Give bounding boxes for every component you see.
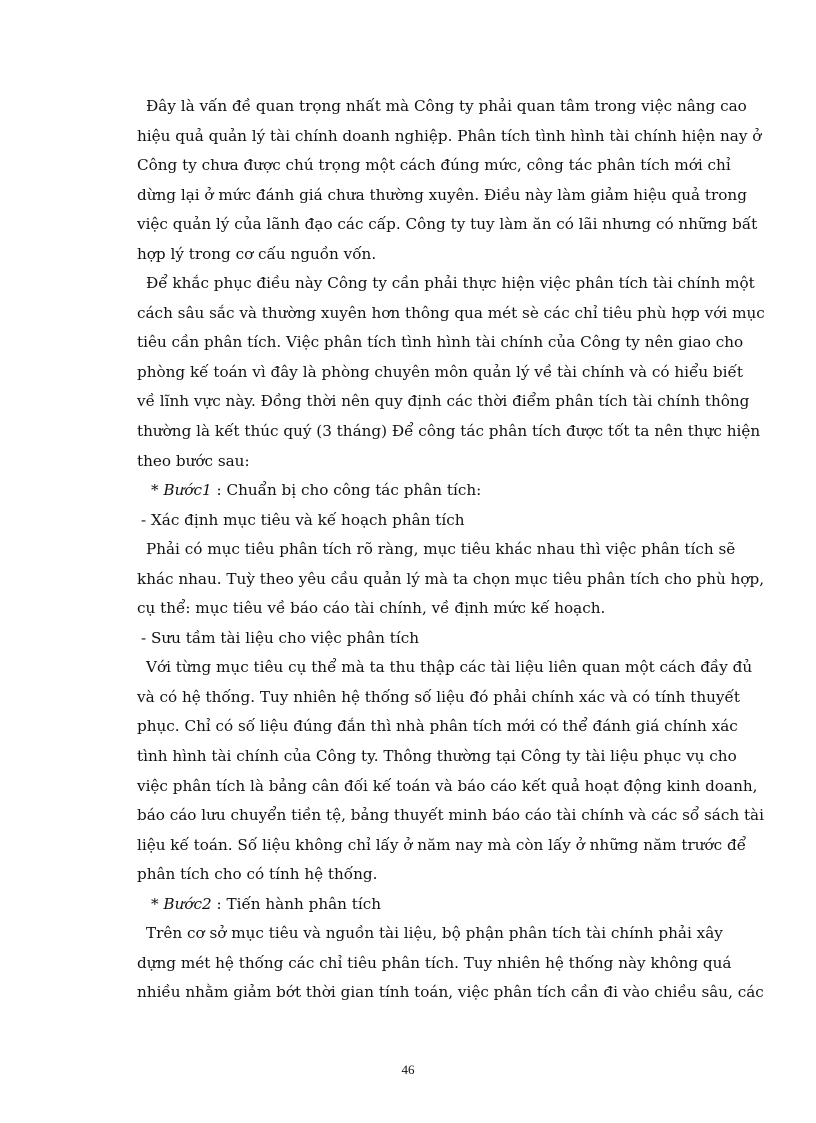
bullet-line: - Sưu tầm tài liệu cho việc phân tích <box>141 628 419 647</box>
text-line: dựng mét hệ thống các chỉ tiêu phân tích. Tuy nhiên hệ thống này không quá <box>137 953 732 972</box>
text-line: Công ty chưa được chú trọng một cách đúng mức, công tác phân tích mới chỉ <box>137 156 731 175</box>
text-line: phòng kế toán vì đây là phòng chuyên môn quản lý về tài chính và có hiểu biết <box>137 362 743 381</box>
step1-label: Bước1 <box>163 481 212 500</box>
text-line: phục. Chỉ có số liệu đúng đắn thì nhà phân tích mới có thể đánh giá chính xác <box>137 717 738 736</box>
text-line: việc quản lý của lãnh đạo các cấp. Công ty tuy làm ăn có lãi nhưng có những bất <box>137 215 758 234</box>
step2-prefix: * <box>151 894 164 913</box>
text-line: Để khắc phục điều này Công ty cần phải thực hiện việc phân tích tài chính một <box>146 274 755 293</box>
text-line: hiệu quả quản lý tài chính doanh nghiệp. Phân tích tình hình tài chính hiện nay ở <box>137 126 762 145</box>
step1-text: : Chuẩn bị cho công tác phân tích: <box>211 481 482 500</box>
text-line: hợp lý trong cơ cấu nguồn vốn. <box>137 244 377 263</box>
text-line: khác nhau. Tuỳ theo yêu cầu quản lý mà ta chọn mục tiêu phân tích cho phù hợp, <box>137 569 765 588</box>
text-line: báo cáo lưu chuyển tiền tệ, bảng thuyết minh báo cáo tài chính và các sổ sách tài <box>137 806 764 825</box>
text-line: và có hệ thống. Tuy nhiên hệ thống số liệu đó phải chính xác và có tính thuyết <box>137 687 740 706</box>
text-line: dừng lại ở mức đánh giá chưa thường xuyên. Điều này làm giảm hiệu quả trong <box>137 185 747 204</box>
text-line: tiêu cần phân tích. Việc phân tích tình hình tài chính của Công ty nên giao cho <box>137 333 744 352</box>
body-text <box>137 92 765 1008</box>
step1-heading <box>137 476 718 506</box>
text-line: Với từng mục tiêu cụ thể mà ta thu thập các tài liệu liên quan một cách đầy đủ <box>146 658 753 677</box>
step2-label: Bước2 <box>163 894 212 913</box>
text-line: Phải có mục tiêu phân tích rõ ràng, mục tiêu khác nhau thì việc phân tích sẽ <box>146 540 736 559</box>
text-line: liệu kế toán. Số liệu không chỉ lấy ở năm nay mà còn lấy ở những năm trước để <box>137 835 747 854</box>
text-line: về lĩnh vực này. Đồng thời nên quy định các thời điểm phân tích tài chính thông <box>137 392 750 411</box>
text-line: nhiều nhằm giảm bớt thời gian tính toán, việc phân tích cần đi vào chiều sâu, các <box>137 983 764 1002</box>
page-number: 46 <box>401 1062 415 1077</box>
text-line: tình hình tài chính của Công ty. Thông thường tại Công ty tài liệu phục vụ cho <box>137 747 737 766</box>
text-line: việc phân tích là bảng cân đối kế toán và báo cáo kết quả hoạt động kinh doanh, <box>137 776 758 795</box>
text-line: cụ thể: mục tiêu về báo cáo tài chính, về định mức kế hoạch. <box>137 599 606 618</box>
text-line: Đây là vấn đề quan trọng nhất mà Công ty phải quan tâm trong việc nâng cao <box>146 97 747 115</box>
text-line: thường là kết thúc quý (3 tháng) Để công tác phân tích được tốt ta nên thực hiện <box>137 422 761 441</box>
step1-prefix: * <box>151 481 164 500</box>
step2-text: : Tiến hành phân tích <box>211 894 382 913</box>
text-line: cách sâu sắc và thường xuyên hơn thông qua mét sè các chỉ tiêu phù hợp với mục <box>137 303 765 322</box>
step2-heading <box>137 890 718 920</box>
bullet-line: - Xác định mục tiêu và kế hoạch phân tích <box>141 510 465 529</box>
text-line: theo bước sau: <box>137 451 250 470</box>
text-line: Trên cơ sở mục tiêu và nguồn tài liệu, bộ phận phân tích tài chính phải xây <box>146 924 723 943</box>
text-line: phân tích cho có tính hệ thống. <box>137 865 378 884</box>
